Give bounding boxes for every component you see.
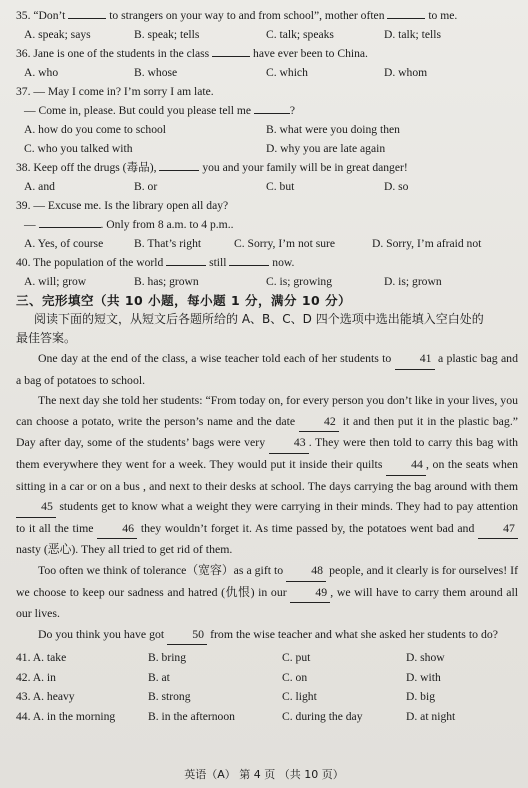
q38-text-1: 38. Keep off the drugs (毒品), xyxy=(16,161,157,174)
q35-blank-1 xyxy=(68,6,106,19)
blank-41: 41 xyxy=(395,348,435,370)
q36-options xyxy=(16,63,518,82)
q39-blank xyxy=(39,215,101,228)
q37-option-d: D. why you are late again xyxy=(266,142,386,155)
p2-text-e: students get to know what a weight they were carrying in their minds. They had to pay attention to it all the time xyxy=(16,499,518,535)
q37-blank xyxy=(254,101,290,114)
p3-text-c: , we will have to carry them around all our lives. xyxy=(16,584,518,621)
q36-option-c: C. which xyxy=(266,66,308,79)
question-37: 37. — May I come in? I’m sorry I am late. xyxy=(16,85,214,98)
q39-reply xyxy=(16,215,518,234)
question-36 xyxy=(16,44,518,63)
p2-text-a: The next day she told her students: “From today on, for every person you don’t like in your lives, you can choose a potato, write the person’s name and the date xyxy=(16,393,518,428)
q35-option-d: D. talk; tells xyxy=(384,28,441,41)
cloze-options xyxy=(16,648,518,726)
q37-option-a: A. how do you come to school xyxy=(24,123,167,136)
q43-option-b: B. strong xyxy=(148,690,191,704)
q41-option-d: D. show xyxy=(406,651,445,665)
q36-text-1: 36. Jane is one of the students in the class xyxy=(16,47,210,60)
q38-option-d: D. so xyxy=(384,180,409,193)
section-title: 三、完形填空（共 10 小题，每小题 1 分，满分 10 分） xyxy=(16,293,352,308)
q40-text-2: still xyxy=(209,256,227,269)
q40-option-a: A. will; grow xyxy=(24,275,87,288)
q38-option-a: A. and xyxy=(24,180,55,193)
q35-option-a: A. speak; says xyxy=(24,28,91,41)
blank-50: 50 xyxy=(167,624,207,646)
blank-49: 49 xyxy=(290,582,330,604)
q38-option-c: C. but xyxy=(266,180,295,193)
passage-paragraph-1 xyxy=(16,348,518,390)
blank-45: 45 xyxy=(16,496,56,518)
q39-option-a: A. Yes, of course xyxy=(24,237,104,250)
q35-options xyxy=(16,25,518,44)
q39-option-d: D. Sorry, I’m afraid not xyxy=(372,237,482,250)
p4-text-a: Do you think you have got xyxy=(38,626,165,641)
blank-47: 47 xyxy=(478,518,518,540)
section-instruction-1: 阅读下面的短文，从短文后各题所给的 A、B、C、D 四个选项中选出能填入空白处的 xyxy=(34,312,484,326)
p2-text-g: nasty (恶心). They all tried to get rid of them. xyxy=(16,542,233,557)
q37-option-c: C. who you talked with xyxy=(24,142,133,155)
q37-text-1: — Come in, please. But could you please tell me xyxy=(24,104,251,117)
q35-option-b: B. speak; tells xyxy=(134,28,200,41)
q44-option-a: 44. A. in the morning xyxy=(16,709,116,723)
q35-option-c: C. talk; speaks xyxy=(266,28,334,41)
q37-text-2: ? xyxy=(289,104,296,117)
passage-paragraph-4 xyxy=(16,624,518,646)
section-instruction-2: 最佳答案。 xyxy=(16,331,77,345)
q36-text-2: have ever been to China. xyxy=(253,47,368,60)
q40-options xyxy=(16,272,518,291)
p1-text-b: a plastic bag and a bag of potatoes to school. xyxy=(16,351,518,387)
q40-text-1: 40. The population of the world xyxy=(16,256,164,269)
p2-text-c: . They were then told to carry this bag with them everywhere they went for a week. They would put it inside their quilts xyxy=(16,435,519,471)
p3-text-b: people, and it clearly is for ourselves! If we choose to keep our sadness and hatred (仇恨) in our xyxy=(16,562,519,599)
blank-46: 46 xyxy=(97,518,137,540)
q38-blank xyxy=(159,158,199,171)
passage-paragraph-3 xyxy=(16,560,518,624)
blank-44: 44 xyxy=(386,454,426,476)
p2-text-f: they wouldn’t forget it. As time passed by, the potatoes went bad and xyxy=(140,520,475,535)
q39-text-1: — xyxy=(24,218,36,231)
q37-option-b: B. what were you doing then xyxy=(266,123,400,136)
question-39: 39. — Excuse me. Is the library open all day? xyxy=(16,199,229,212)
q38-option-b: B. or xyxy=(134,180,158,193)
cloze-passage xyxy=(16,348,518,645)
q42-option-d: D. with xyxy=(406,670,441,684)
p3-text-a: Too often we think of tolerance（宽容）as a gift to xyxy=(38,562,284,577)
q44-option-b: B. in the afternoon xyxy=(148,709,235,723)
q39-option-c: C. Sorry, I’m not sure xyxy=(234,237,336,250)
p4-text-b: from the wise teacher and what she asked her students to do? xyxy=(210,626,499,641)
q36-option-b: B. whose xyxy=(134,66,178,79)
q35-text-1: 35. “Don’t xyxy=(16,9,66,22)
q37-options-row1 xyxy=(16,120,518,139)
q41-option-b: B. bring xyxy=(148,651,187,665)
q38-options xyxy=(16,177,518,196)
p2-text-d: , on the seats when sitting in a car or on a bus , and next to their desks at school. The days carrying the bag around with them xyxy=(16,456,518,493)
q40-blank-1 xyxy=(166,253,206,266)
q41-option-a: 41. A. take xyxy=(16,651,67,665)
q40-option-d: D. is; grown xyxy=(384,275,442,288)
q39-option-b: B. That’s right xyxy=(134,237,202,250)
page-footer: 英语（A） 第 4 页 （共 10 页） xyxy=(184,768,344,781)
q40-option-b: B. has; grown xyxy=(134,275,199,288)
q35-text-3: to me. xyxy=(428,9,458,22)
q36-blank xyxy=(212,44,250,57)
blank-48: 48 xyxy=(286,560,326,582)
q36-option-a: A. who xyxy=(24,66,59,79)
q43-option-a: 43. A. heavy xyxy=(16,690,75,704)
q35-text-2: to strangers on your way to and from school”, mother often xyxy=(109,9,385,22)
q39-text-2: . Only from 8 a.m. to 4 p.m.. xyxy=(100,218,234,231)
q42-option-c: C. on xyxy=(282,670,308,684)
q42-option-a: 42. A. in xyxy=(16,670,56,684)
p1-text-a: One day at the end of the class, a wise teacher told each of her students to xyxy=(38,351,392,365)
p2-text-b: it and then put it in the plastic bag.” Day after day, some of the students’ bags were very xyxy=(16,413,519,450)
q42-option-b: B. at xyxy=(148,670,170,684)
q43-option-d: D. big xyxy=(406,690,435,704)
question-35 xyxy=(16,6,518,25)
question-40 xyxy=(16,253,518,272)
q40-blank-2 xyxy=(229,253,269,266)
q36-option-d: D. whom xyxy=(384,66,428,79)
passage-paragraph-2 xyxy=(16,390,518,560)
q35-blank-2 xyxy=(387,6,425,19)
blank-42: 42 xyxy=(299,411,339,433)
q39-options xyxy=(16,234,518,253)
blank-43: 43 xyxy=(269,432,309,454)
q37-reply xyxy=(16,101,518,120)
q37-options-row2 xyxy=(16,139,518,158)
q44-option-c: C. during the day xyxy=(282,709,363,723)
q38-text-2: you and your family will be in great danger! xyxy=(202,161,408,174)
question-38 xyxy=(16,158,518,177)
q40-option-c: C. is; growing xyxy=(266,275,333,288)
q40-text-3: now. xyxy=(272,256,295,269)
q41-option-c: C. put xyxy=(282,651,311,665)
q43-option-c: C. light xyxy=(282,690,317,704)
q44-option-d: D. at night xyxy=(406,709,456,723)
